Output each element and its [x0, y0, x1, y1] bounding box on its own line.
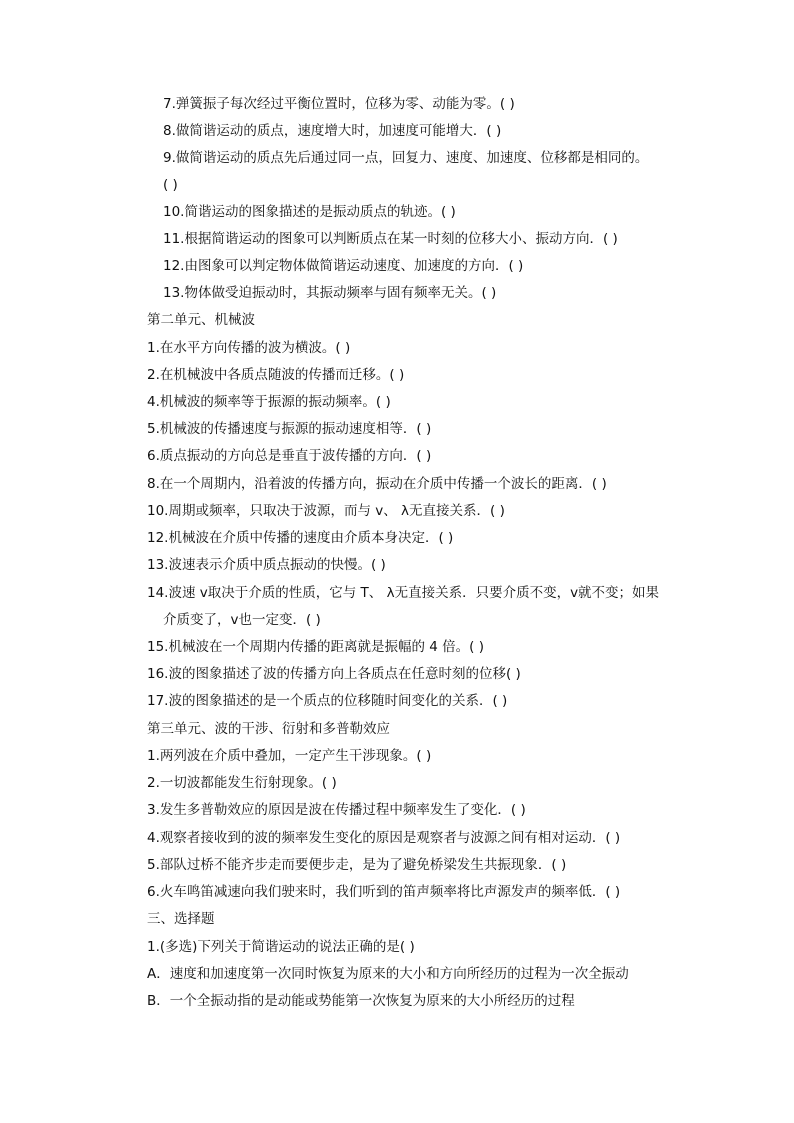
- question-item: 4.观察者接收到的波的频率发生变化的原因是观察者与波源之间有相对运动．( ): [147, 830, 621, 846]
- question-item: 8.做简谐运动的质点，速度增大时，加速度可能增大．( ): [163, 123, 502, 139]
- question-item: 2.在机械波中各质点随波的传播而迁移。( ): [147, 367, 405, 383]
- question-item: 7.弹簧振子每次经过平衡位置时，位移为零、动能为零。( ): [163, 96, 515, 112]
- question-item-continuation: 介质变了，v也一定变．( ): [163, 612, 321, 628]
- question-item: 5.机械波的传播速度与振源的振动速度相等．( ): [147, 421, 432, 437]
- choice-question: 1.(多选)下列关于简谐运动的说法正确的是( ): [147, 939, 415, 955]
- question-item: 16.波的图象描述了波的传播方向上各质点在任意时刻的位移( ): [147, 666, 521, 682]
- question-item: 9.做简谐运动的质点先后通过同一点，回复力、速度、加速度、位移都是相同的。: [163, 150, 649, 166]
- question-item: 15.机械波在一个周期内传播的距离就是振幅的 4 倍。( ): [147, 639, 484, 655]
- section-heading: 三、选择题: [147, 911, 215, 927]
- question-item: 1.两列波在介质中叠加，一定产生干涉现象。( ): [147, 748, 432, 764]
- question-item: 13.波速表示介质中质点振动的快慢。( ): [147, 557, 386, 573]
- question-item: 17.波的图象描述的是一个质点的位移随时间变化的关系．( ): [147, 693, 508, 709]
- question-item: 10.简谐运动的图象描述的是振动质点的轨迹。( ): [163, 204, 456, 220]
- question-item: 14.波速 v取决于介质的性质，它与 T、 λ无直接关系．只要介质不变，v就不变；如果: [147, 585, 660, 601]
- section-heading: 第三单元、波的干涉、衍射和多普勒效应: [147, 721, 390, 737]
- section-heading: 第二单元、机械波: [147, 312, 255, 328]
- question-item: 13.物体做受迫振动时，其振动频率与固有频率无关。( ): [163, 285, 497, 301]
- question-item: 12.由图象可以判定物体做简谐运动速度、加速度的方向．( ): [163, 258, 524, 274]
- question-item: 6.质点振动的方向总是垂直于波传播的方向．( ): [147, 448, 432, 464]
- question-item: 8.在一个周期内，沿着波的传播方向，振动在介质中传播一个波长的距离．( ): [147, 476, 607, 492]
- choice-option: B．一个全振动指的是动能或势能第一次恢复为原来的大小所经历的过程: [147, 993, 575, 1009]
- question-item: 5.部队过桥不能齐步走而要便步走，是为了避免桥梁发生共振现象．( ): [147, 857, 567, 873]
- question-item: 3.发生多普勒效应的原因是波在传播过程中频率发生了变化．( ): [147, 802, 526, 818]
- question-item-continuation: ( ): [163, 177, 178, 193]
- question-item: 1.在水平方向传播的波为横波。( ): [147, 340, 351, 356]
- question-item: 12.机械波在介质中传播的速度由介质本身决定．( ): [147, 530, 454, 546]
- question-item: 4.机械波的频率等于振源的振动频率。( ): [147, 394, 391, 410]
- question-item: 2.一切波都能发生衍射现象。( ): [147, 775, 337, 791]
- question-item: 6.火车鸣笛减速向我们驶来时，我们听到的笛声频率将比声源发声的频率低．( ): [147, 884, 621, 900]
- question-item: 11.根据简谐运动的图象可以判断质点在某一时刻的位移大小、振动方向．( ): [163, 231, 618, 247]
- question-item: 10.周期或频率，只取决于波源，而与 v、 λ无直接关系．( ): [147, 503, 505, 519]
- choice-option: A．速度和加速度第一次同时恢复为原来的大小和方向所经历的过程为一次全振动: [147, 966, 629, 982]
